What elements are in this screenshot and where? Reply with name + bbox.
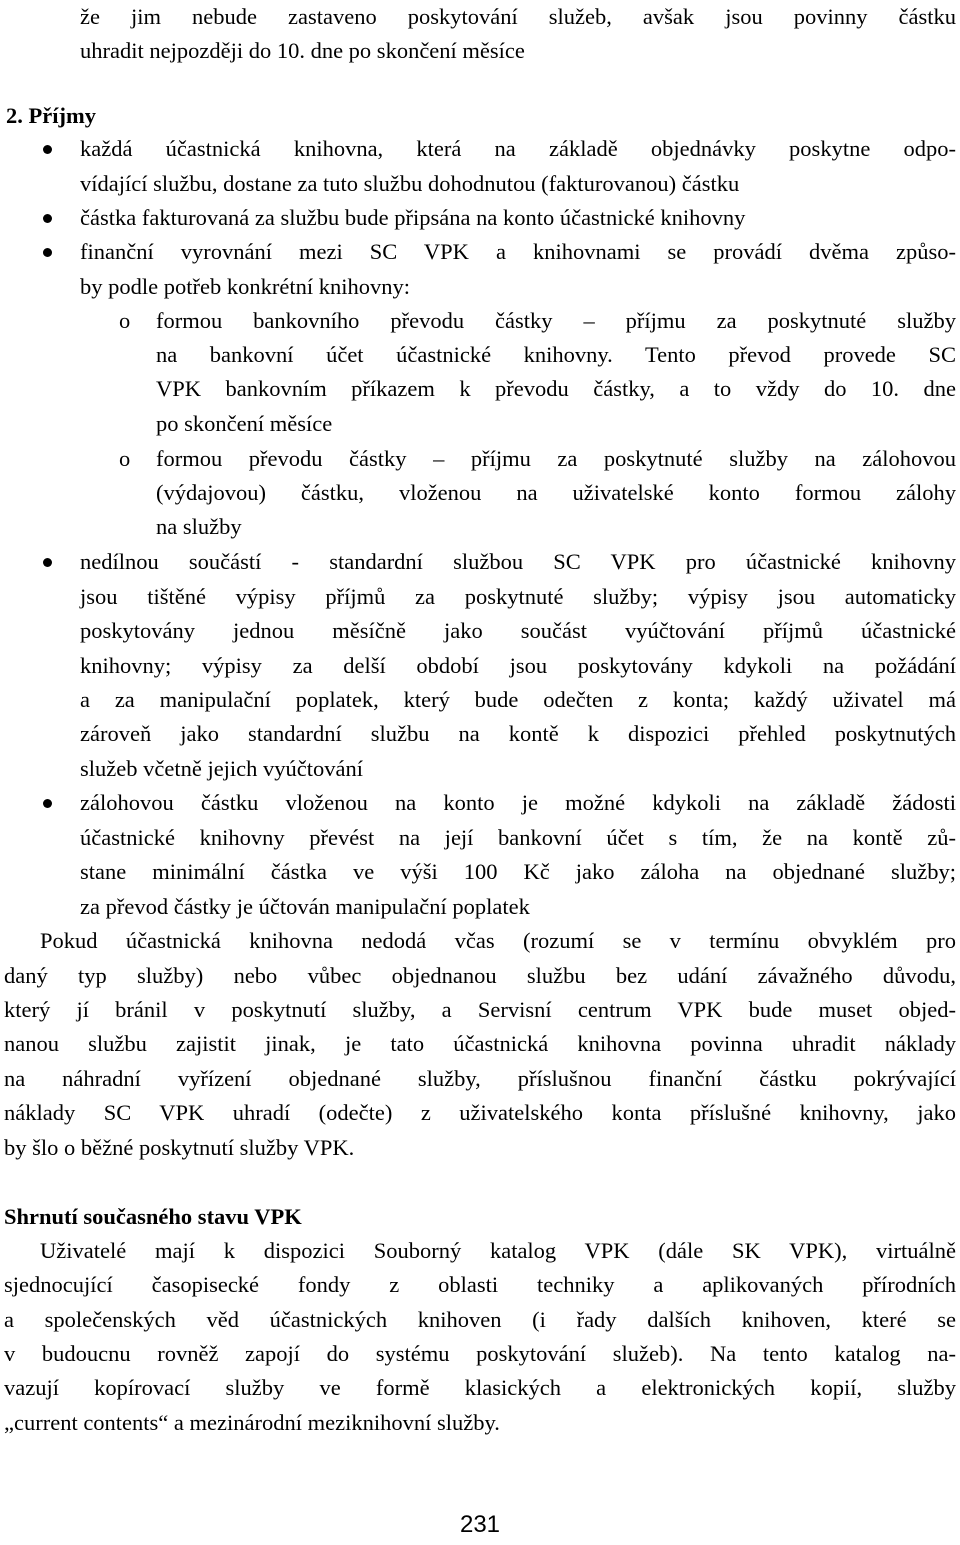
text-line: daný typ služby) nebo vůbec objednanou službu bez udání závažného důvodu, xyxy=(4,963,956,988)
text-line: služeb včetně jejich vyúčtování xyxy=(80,756,364,781)
text-line: zároveň jako standardní službu na kontě k dispozici přehled poskytnutých xyxy=(80,721,956,746)
bullet-icon xyxy=(43,214,52,223)
text-line: finanční vyrovnání mezi SC VPK a knihovnami se provádí dvěma způso- xyxy=(80,239,956,264)
text-line: Pokud účastnická knihovna nedodá včas (rozumí se v termínu obvyklém pro xyxy=(40,928,956,953)
bullet-icon xyxy=(43,145,52,154)
text-line: uhradit nejpozději do 10. dne po skončení měsíce xyxy=(80,38,525,63)
text-line: nanou službu zajistit jinak, je tato účastnická knihovna povinna uhradit náklady xyxy=(4,1031,956,1056)
text-line: a za manipulační poplatek, který bude odečten z konta; každý uživatel má xyxy=(80,687,956,712)
text-line: na bankovní účet účastnické knihovny. Tento převod provede SC xyxy=(156,342,956,367)
text-line: knihovny; výpisy za delší období jsou poskytovány kdykoli na požádání xyxy=(80,653,956,678)
text-line: a společenských věd účastnických knihoven (i řady dalších knihoven, které se xyxy=(4,1307,956,1332)
text-line: Uživatelé mají k dispozici Souborný katalog VPK (dále SK VPK), virtuálně xyxy=(40,1238,956,1263)
bullet-icon xyxy=(43,558,52,567)
text-line: každá účastnická knihovna, která na základě objednávky poskytne odpo- xyxy=(80,136,956,161)
text-line: v budoucnu rovněž zapojí do systému poskytování služeb). Na tento katalog na- xyxy=(4,1341,956,1366)
text-line: stane minimální částka ve výši 100 Kč jako záloha na objednané služby; xyxy=(80,859,956,884)
bullet-icon xyxy=(43,799,52,808)
text-line: účastnické knihovny převést na její bankovní účet s tím, že na kontě zů- xyxy=(80,825,956,850)
summary-heading: Shrnutí současného stavu VPK xyxy=(4,1204,302,1229)
text-line: který jí bránil v poskytnutí služby, a Servisní centrum VPK bude muset objed- xyxy=(4,997,956,1022)
text-line: „current contents“ a mezinárodní meziknihovní služby. xyxy=(4,1410,500,1435)
text-line: vazují kopírovací služby ve formě klasických a elektronických kopií, služby xyxy=(4,1375,956,1400)
text-line: nedílnou součástí - standardní službou SC VPK pro účastnické knihovny xyxy=(80,549,956,574)
bullet-icon xyxy=(43,248,52,257)
text-line: sjednocující časopisecké fondy z oblasti techniky a aplikovaných přírodních xyxy=(4,1272,956,1297)
text-line: jsou tištěné výpisy příjmů za poskytnuté služby; výpisy jsou automaticky xyxy=(80,584,956,609)
text-line: náklady SC VPK uhradí (odečte) z uživatelského konta příslušné knihovny, jako xyxy=(4,1100,956,1125)
text-line: za převod částky je účtován manipulační poplatek xyxy=(80,894,530,919)
text-line: formou převodu částky – příjmu za poskytnuté služby na zálohovou xyxy=(156,446,956,471)
text-line: formou bankovního převodu částky – příjmu za poskytnuté služby xyxy=(156,308,956,333)
text-line: by podle potřeb konkrétní knihovny: xyxy=(80,274,410,299)
sub-bullet-marker: o xyxy=(119,308,131,333)
text-line: na služby xyxy=(156,514,242,539)
text-line: VPK bankovním příkazem k převodu částky, a to vždy do 10. dne xyxy=(156,376,956,401)
text-line: vídající službu, dostane za tuto službu dohodnutou (fakturovanou) částku xyxy=(80,171,740,196)
text-line: zálohovou částku vloženou na konto je možné kdykoli na základě žádosti xyxy=(80,790,956,815)
sub-bullet-marker: o xyxy=(119,446,131,471)
text-line: že jim nebude zastaveno poskytování služeb, avšak jsou povinny částku xyxy=(80,4,956,29)
text-line: na náhradní vyřízení objednané služby, příslušnou finanční částku pokrývající xyxy=(4,1066,956,1091)
text-line: by šlo o běžné poskytnutí služby VPK. xyxy=(4,1135,355,1160)
page-number: 231 xyxy=(459,1511,501,1538)
section-heading: 2. Příjmy xyxy=(6,103,96,128)
text-line: (výdajovou) částku, vloženou na uživatelské konto formou zálohy xyxy=(156,480,956,505)
text-line: po skončení měsíce xyxy=(156,411,333,436)
text-line: poskytovány jednou měsíčně jako součást vyúčtování příjmů účastnické xyxy=(80,618,956,643)
text-line: částka fakturovaná za službu bude připsána na konto účastnické knihovny xyxy=(80,205,746,230)
